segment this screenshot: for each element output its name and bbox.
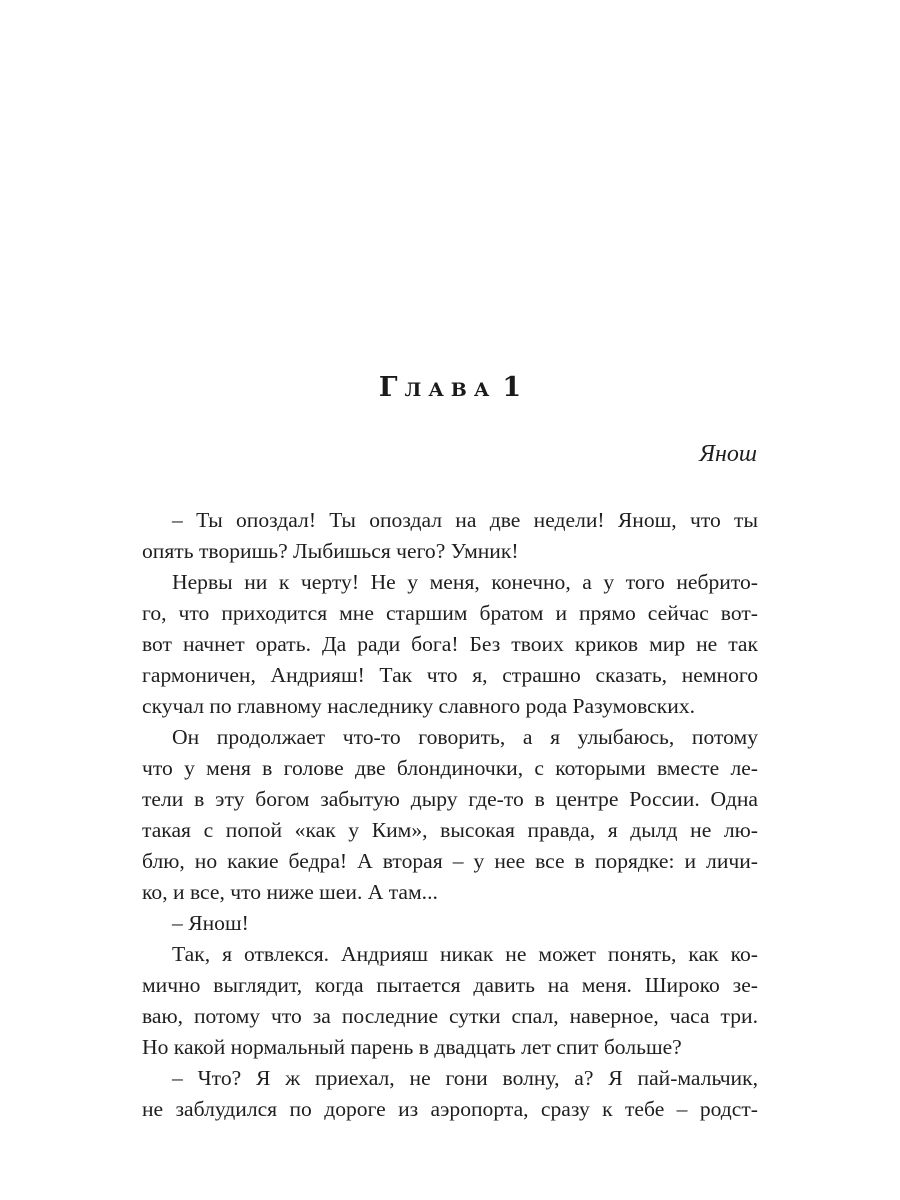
- body-text: [142, 505, 758, 1125]
- text-line: ваю, потому что за последние сутки спал, наверное, часа три.: [142, 1004, 758, 1028]
- text-line: такая с попой «как у Ким», высокая правда, я дылд не лю-: [142, 818, 758, 842]
- text-line: ко, и все, что ниже шеи. А там...: [142, 880, 438, 904]
- text-line: го, что приходится мне старшим братом и прямо сейчас вот-: [142, 601, 758, 625]
- chapter-title: [0, 372, 900, 403]
- text-line: вот начнет орать. Да ради бога! Без твоих криков мир не так: [142, 632, 758, 656]
- text-line: мично выглядит, когда пытается давить на меня. Широко зе-: [142, 973, 758, 997]
- text-line: скучал по главному наследнику славного рода Разумовских.: [142, 694, 696, 718]
- text-line: тели в эту богом забытую дыру где-то в центре России. Одна: [142, 787, 758, 811]
- text-line: что у меня в голове две блондиночки, с которыми вместе ле-: [142, 756, 758, 780]
- text-line: – Что? Я ж приехал, не гони волну, а? Я пай-мальчик,: [172, 1066, 758, 1090]
- chapter-pov-name: Янош: [699, 441, 757, 467]
- text-line: Нервы ни к черту! Не у меня, конечно, а у того небрито-: [172, 570, 758, 594]
- text-line: опять творишь? Лыбишься чего? Умник!: [142, 539, 519, 563]
- text-line: Так, я отвлекся. Андрияш никак не может понять, как ко-: [172, 942, 758, 966]
- text-line: блю, но какие бедра! А вторая – у нее все в порядке: и личи-: [142, 849, 758, 873]
- chapter-number: 1: [502, 372, 522, 403]
- text-line: Он продолжает что-то говорить, а я улыбаюсь, потому: [172, 725, 758, 749]
- text-line: гармоничен, Андрияш! Так что я, страшно сказать, немного: [142, 663, 758, 687]
- chapter-word: Глава: [378, 372, 497, 403]
- text-line: не заблудился по дороге из аэропорта, сразу к тебе – родст-: [142, 1097, 758, 1121]
- text-line: Но какой нормальный парень в двадцать лет спит больше?: [142, 1035, 682, 1059]
- text-line: – Ты опоздал! Ты опоздал на две недели! Янош, что ты: [172, 508, 758, 532]
- text-line: – Янош!: [172, 911, 249, 935]
